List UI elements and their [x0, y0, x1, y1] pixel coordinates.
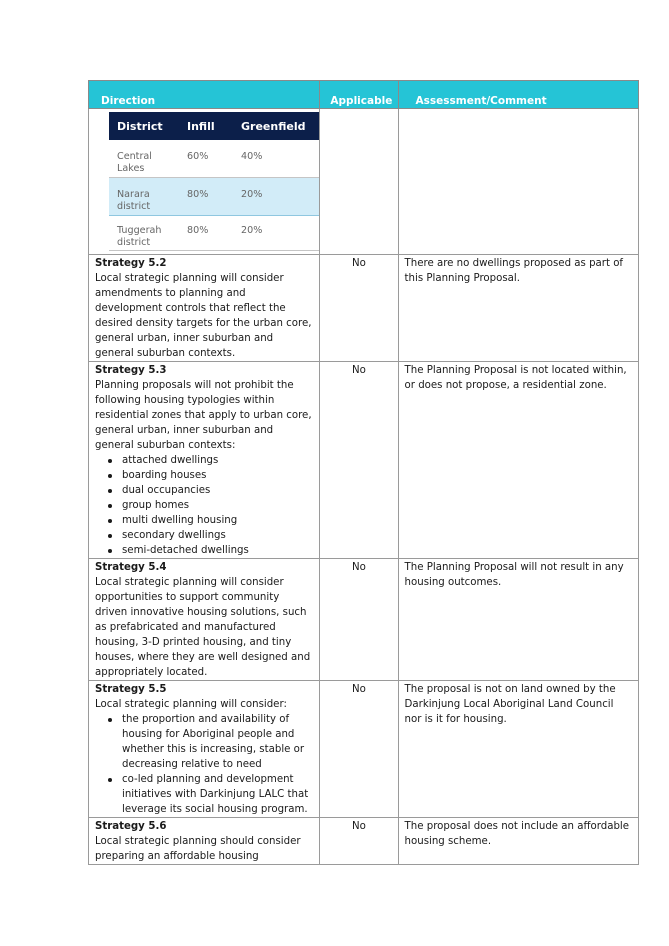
strategy-row-5-2: [89, 255, 639, 362]
district-row-central-lakes: [109, 140, 320, 178]
header-applicable: Applicable: [320, 81, 398, 109]
district-table-cell: [89, 109, 320, 255]
strategy-title: Strategy 5.5: [95, 684, 167, 695]
applicable-cell: No: [320, 255, 398, 362]
comment-cell: The Planning Proposal will not result in any housing outcomes.: [398, 559, 638, 681]
housing-typology-list: [95, 453, 313, 558]
list-item: group homes: [122, 498, 313, 513]
district-row-narara: [109, 178, 320, 216]
district-header-district: District: [109, 112, 179, 140]
district-infill: 60%: [179, 140, 233, 178]
district-greenfield: 20%: [233, 178, 320, 216]
applicable-cell: No: [320, 818, 398, 865]
district-infill: 80%: [179, 216, 233, 251]
district-header-infill: Infill: [179, 112, 233, 140]
list-item: semi-detached dwellings: [122, 543, 313, 558]
list-item: co-led planning and development initiatives with Darkinjung LALC that leverage its social housing program.: [122, 772, 313, 817]
district-name: Tuggerah district: [109, 216, 179, 251]
district-comment-cell: [398, 109, 638, 255]
district-name: Central Lakes: [109, 140, 179, 178]
strategy-row-5-3: [89, 362, 639, 559]
list-item: attached dwellings: [122, 453, 313, 468]
direction-cell: [89, 559, 320, 681]
header-direction: Direction: [89, 81, 320, 109]
district-infill: 80%: [179, 178, 233, 216]
strategy-text: Planning proposals will not prohibit the following housing typologies within residential zones that apply to urban core, general urban, inner suburban and general suburban contexts:: [95, 380, 312, 451]
district-row: [89, 109, 639, 255]
direction-cell: [89, 362, 320, 559]
district-header-greenfield: Greenfield: [233, 112, 320, 140]
list-item: dual occupancies: [122, 483, 313, 498]
applicable-cell: No: [320, 559, 398, 681]
header-assessment: Assessment/Comment: [398, 81, 638, 109]
strategy-text: Local strategic planning will consider opportunities to support community driven innovative housing solutions, such as prefabricated and manufactured housing, 3-D printed housing, and tiny houses, where they are well designed and appropriately located.: [95, 577, 311, 678]
applicable-cell: No: [320, 681, 398, 818]
strategy-row-5-4: [89, 559, 639, 681]
district-row-tuggerah: [109, 216, 320, 251]
strategy-row-5-6: [89, 818, 639, 865]
direction-cell: [89, 681, 320, 818]
list-item: multi dwelling housing: [122, 513, 313, 528]
strategy-text: Local strategic planning will consider amendments to planning and development controls that reflect the desired density targets for the urban core, general urban, inner suburban and general suburban contexts.: [95, 273, 312, 359]
comment-cell: The Planning Proposal is not located within, or does not propose, a residential zone.: [398, 362, 638, 559]
strategy-text: Local strategic planning should consider preparing an affordable housing: [95, 836, 301, 862]
list-item: boarding houses: [122, 468, 313, 483]
comment-cell: The proposal does not include an affordable housing scheme.: [398, 818, 638, 865]
strategy-title: Strategy 5.4: [95, 562, 167, 573]
applicable-cell: No: [320, 362, 398, 559]
comment-cell: The proposal is not on land owned by the Darkinjung Local Aboriginal Land Council nor is it for housing.: [398, 681, 638, 818]
district-table-header: [109, 112, 320, 140]
strategy-row-5-5: [89, 681, 639, 818]
district-targets-table: [109, 112, 320, 251]
district-name: Narara district: [109, 178, 179, 216]
comment-cell: There are no dwellings proposed as part of this Planning Proposal.: [398, 255, 638, 362]
list-item: secondary dwellings: [122, 528, 313, 543]
direction-cell: [89, 818, 320, 865]
planning-assessment-table: [88, 80, 639, 865]
strategy-title: Strategy 5.3: [95, 365, 167, 376]
strategy-text: Local strategic planning will consider:: [95, 699, 287, 710]
district-greenfield: 20%: [233, 216, 320, 251]
strategy-title: Strategy 5.6: [95, 821, 167, 832]
strategy-title: Strategy 5.2: [95, 258, 167, 269]
district-applicable-cell: [320, 109, 398, 255]
list-item: the proportion and availability of housing for Aboriginal people and whether this is increasing, stable or decreasing relative to need: [122, 712, 313, 772]
district-greenfield: 40%: [233, 140, 320, 178]
table-header-row: [89, 81, 639, 109]
direction-cell: [89, 255, 320, 362]
aboriginal-housing-list: [95, 712, 313, 817]
